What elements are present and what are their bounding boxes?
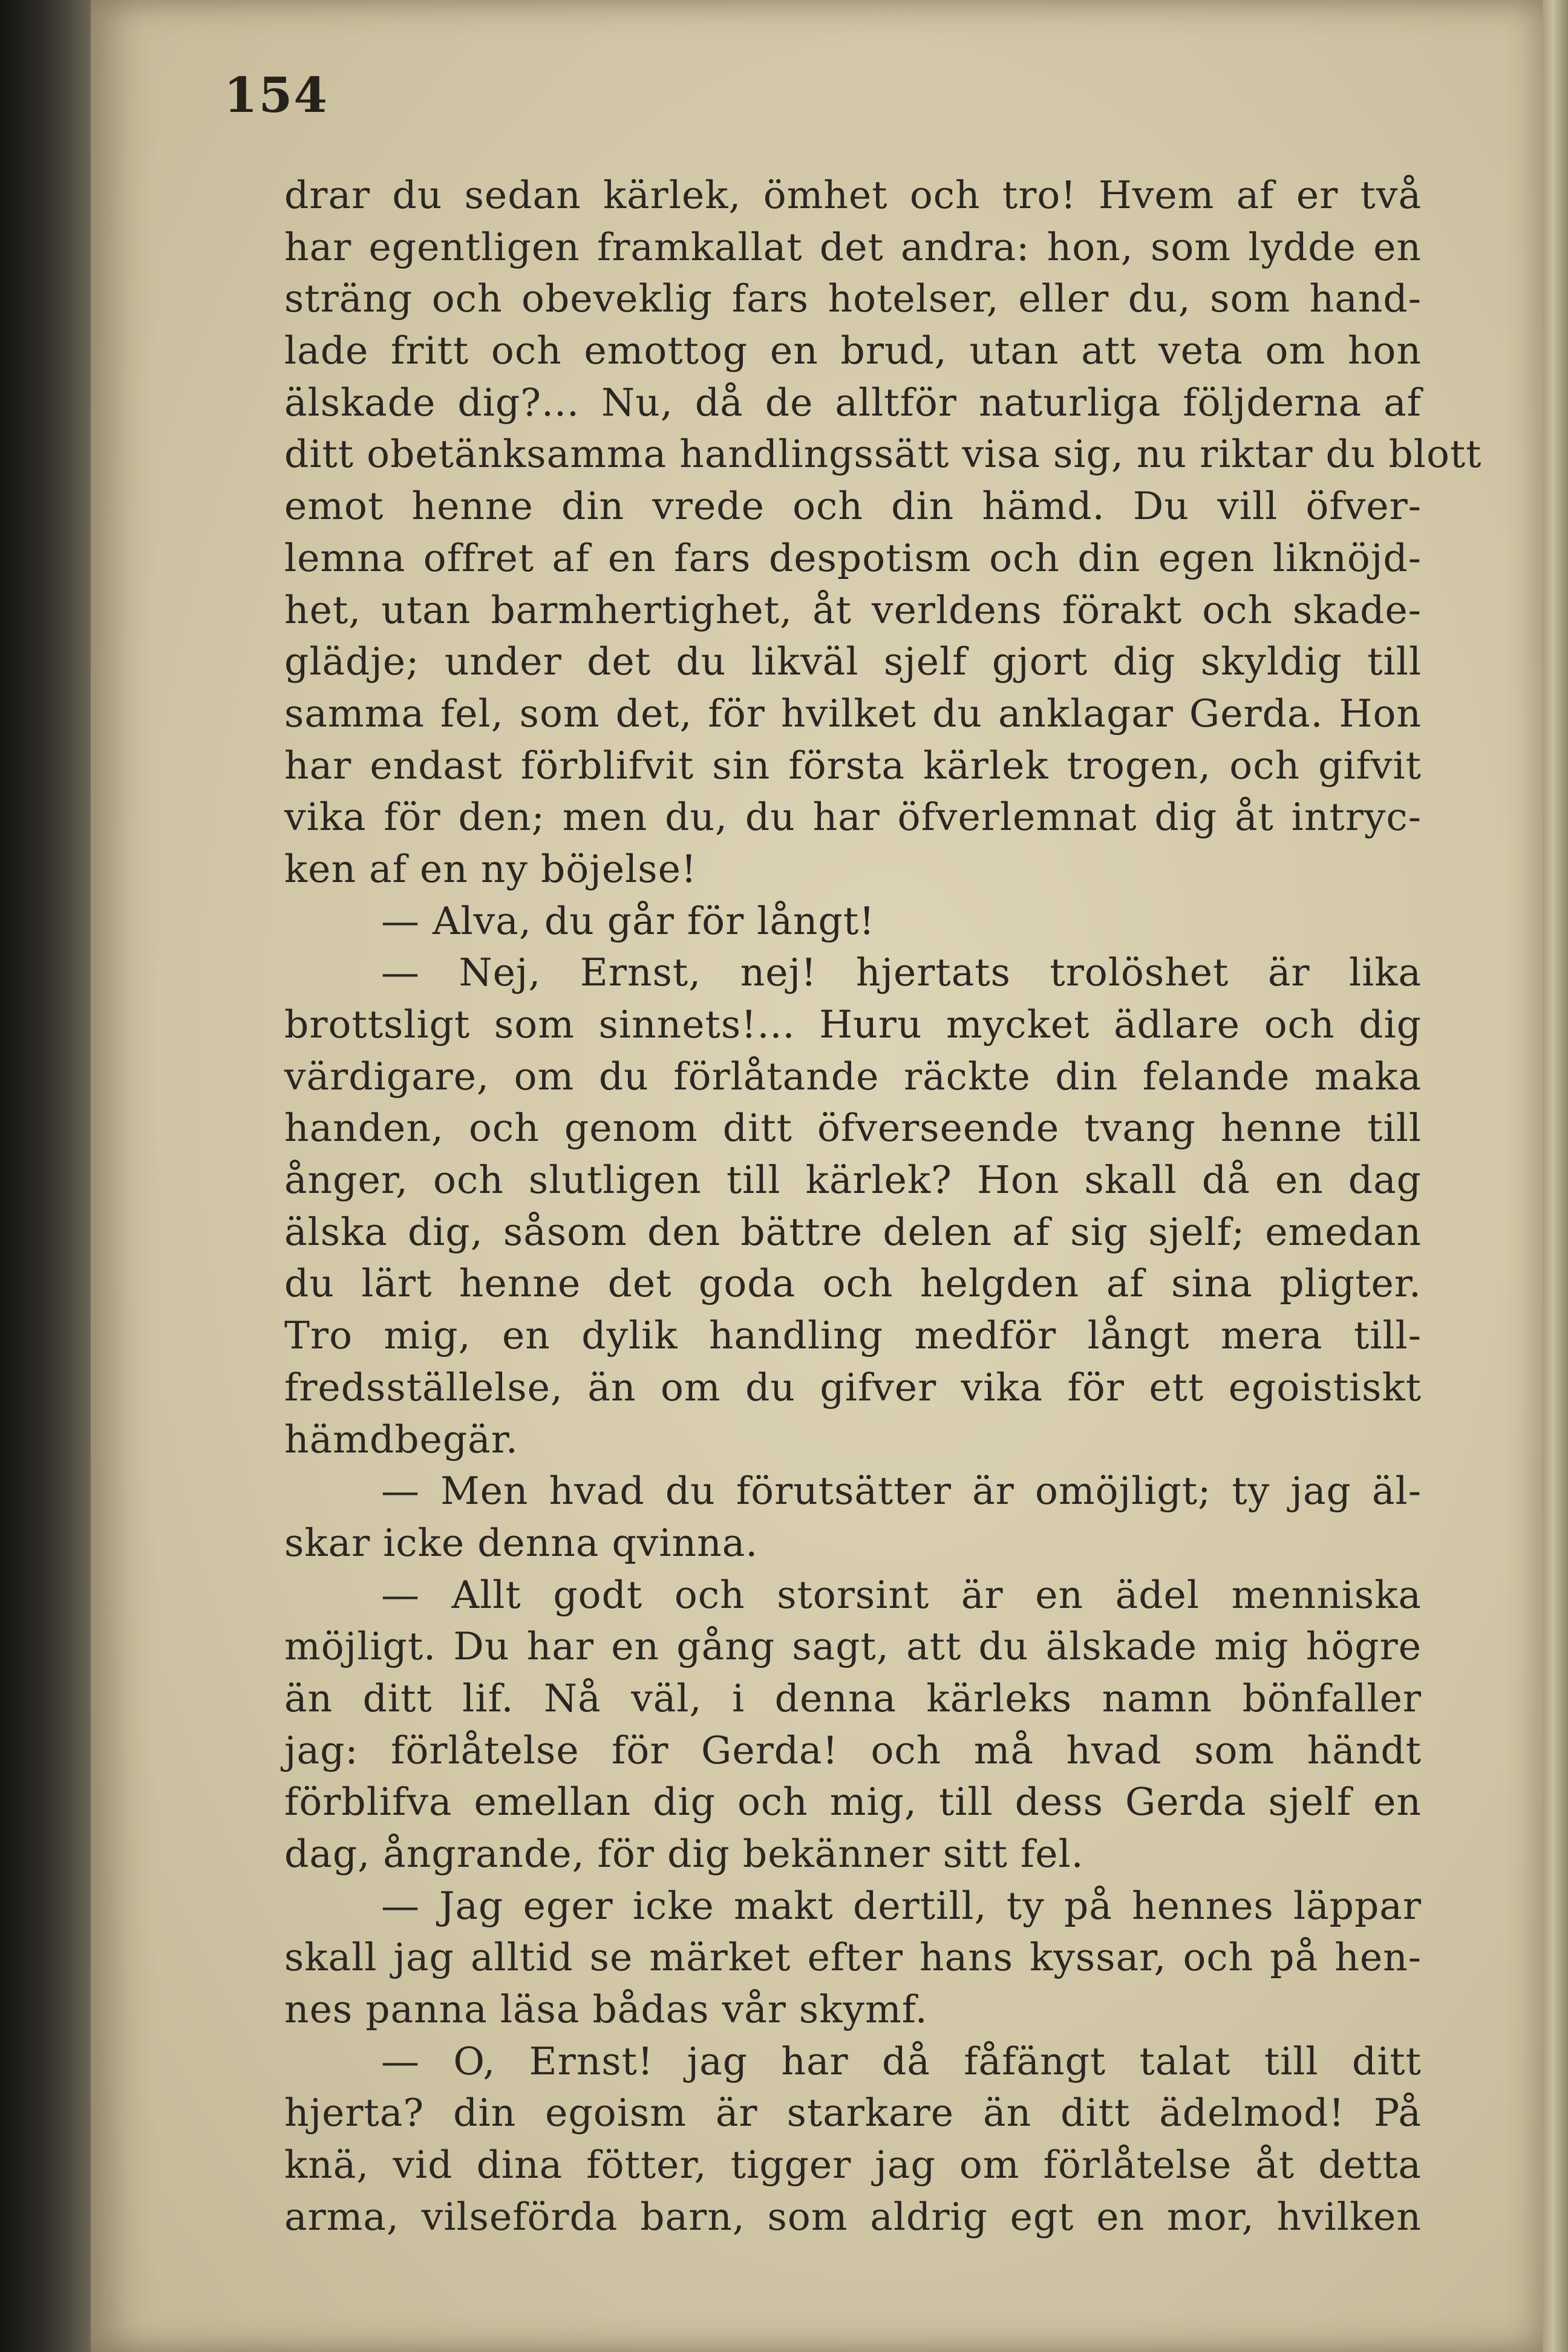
text-line: — Nej, Ernst, nej! hjertats trolöshet är lika <box>381 950 1422 995</box>
page-number: 154 <box>224 67 328 123</box>
text-line: förblifva emellan dig och mig, till dess Gerda sjelf en <box>284 1780 1422 1824</box>
text-line: ditt obetänksamma handlingssätt visa sig, nu riktar du blott <box>284 432 1482 477</box>
text-line: ånger, och slutligen till kärlek? Hon skall då en dag <box>284 1158 1422 1203</box>
text-line: har endast förblifvit sin första kärlek trogen, och gifvit <box>284 743 1422 788</box>
text-line: värdigare, om du förlåtande räckte din felande maka <box>284 1054 1422 1099</box>
text-line: emot henne din vrede och din hämd. Du vill öfver- <box>284 484 1422 529</box>
text-line: — O, Ernst! jag har då fåfängt talat till ditt <box>381 2039 1422 2083</box>
text-line: har egentligen framkallat det andra: hon, som lydde en <box>284 224 1422 269</box>
text-line: än ditt lif. Nå väl, i denna kärleks namn bönfaller <box>284 1676 1422 1720</box>
text-line: ken af en ny böjelse! <box>284 846 697 891</box>
text-line: — Alva, du går för långt! <box>381 898 875 943</box>
text-line: hämdbegär. <box>284 1417 518 1462</box>
book-spine-shadow <box>0 0 91 2352</box>
text-line: älskade dig?... Nu, då de alltför naturliga följderna af <box>284 380 1422 425</box>
text-line: glädje; under det du likväl sjelf gjort dig skyldig till <box>284 639 1422 684</box>
text-line: älska dig, såsom den bättre delen af sig sjelf; emedan <box>284 1209 1422 1254</box>
text-line: Tro mig, en dylik handling medför långt mera till- <box>284 1313 1422 1358</box>
text-line: hjerta? din egoism är starkare än ditt ädelmod! På <box>284 2091 1422 2135</box>
text-line: knä, vid dina fötter, tigger jag om förlåtelse åt detta <box>284 2143 1422 2187</box>
text-line: — Jag eger icke makt dertill, ty på hennes läppar <box>381 1883 1422 1928</box>
text-line: skar icke denna qvinna. <box>284 1520 759 1565</box>
text-line: lade fritt och emottog en brud, utan att veta om hon <box>284 328 1422 373</box>
text-line: nes panna läsa bådas vår skymf. <box>284 1987 928 2032</box>
text-line: möjligt. Du har en gång sagt, att du älskade mig högre <box>284 1624 1422 1669</box>
text-line: skall jag alltid se märket efter hans kyssar, och på hen- <box>284 1935 1422 1980</box>
text-line: du lärt henne det goda och helgden af sina pligter. <box>284 1261 1422 1306</box>
body-text <box>284 169 1482 2243</box>
text-line: sträng och obeveklig fars hotelser, eller du, som hand- <box>284 276 1422 321</box>
page-edge <box>1543 0 1568 2352</box>
text-line: — Allt godt och storsint är en ädel menniska <box>381 1572 1422 1617</box>
text-line: samma fel, som det, för hvilket du anklagar Gerda. Hon <box>284 691 1422 736</box>
text-line: vika för den; men du, du har öfverlemnat dig åt intryc- <box>284 795 1422 840</box>
text-line: handen, och genom ditt öfverseende tvang henne till <box>284 1106 1422 1151</box>
text-line: lemna offret af en fars despotism och din egen liknöjd- <box>284 535 1422 580</box>
text-line: dag, ångrande, för dig bekänner sitt fel. <box>284 1832 1084 1876</box>
text-line: het, utan barmhertighet, åt verldens förakt och skade- <box>284 587 1422 632</box>
text-line: jag: förlåtelse för Gerda! och må hvad som händt <box>284 1728 1422 1772</box>
text-line: — Men hvad du förutsätter är omöjligt; ty jag äl- <box>381 1469 1422 1514</box>
text-line: fredsställelse, än om du gifver vika för ett egoistiskt <box>284 1365 1422 1410</box>
text-line: brottsligt som sinnets!... Huru mycket ädlare och dig <box>284 1002 1422 1047</box>
text-line: drar du sedan kärlek, ömhet och tro! Hvem af er två <box>284 173 1422 217</box>
text-line: arma, vilseförda barn, som aldrig egt en mor, hvilken <box>284 2194 1422 2239</box>
